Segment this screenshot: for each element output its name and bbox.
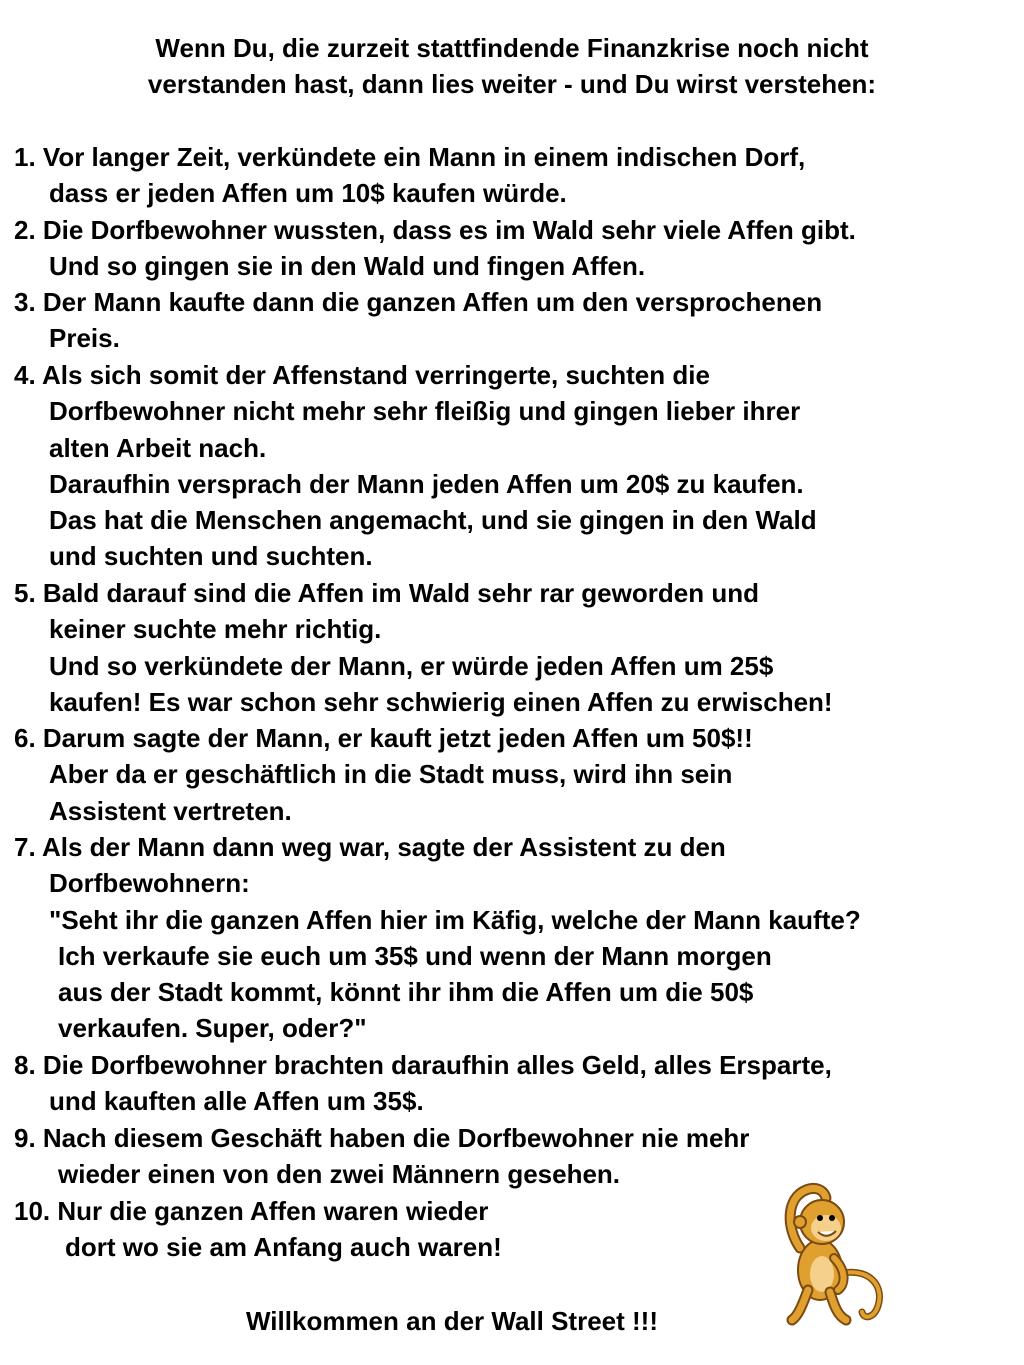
list-item-line: dass er jeden Affen um 10$ kaufen würde. [49,178,567,209]
list-item-line: dort wo sie am Anfang auch waren! [65,1232,502,1263]
list-item-line: Und so gingen sie in den Wald und fingen Affen. [49,251,646,282]
list-item-2 [14,212,856,285]
closing-line: Willkommen an der Wall Street !!! [246,1306,658,1336]
title-line-2: verstanden hast, dann lies weiter - und Du wirst verstehen: [147,69,877,99]
list-item-line: alten Arbeit nach. [49,432,267,463]
list-item-4 [14,357,817,575]
page-title [0,30,1024,102]
title-line-1: Wenn Du, die zurzeit stattfindende Finanzkrise noch nicht [155,33,869,63]
list-item-line: Daraufhin versprach der Mann jeden Affen um 20$ zu kaufen. [49,468,804,499]
list-item-line: aus der Stadt kommt, könnt ihr ihm die Affen um die 50$ [58,977,754,1008]
list-item-8 [14,1047,832,1120]
list-item-9 [14,1120,749,1193]
list-item-line: "Seht ihr die ganzen Affen hier im Käfig, welche der Mann kaufte? [49,904,861,935]
list-item-line: Assistent vertreten. [49,795,292,826]
list-item-line: 2. Die Dorfbewohner wussten, dass es im Wald sehr viele Affen gibt. [14,215,856,245]
list-item-line: und kauften alle Affen um 35$. [49,1086,424,1117]
list-item-line: 10. Nur die ganzen Affen waren wieder [14,1196,489,1226]
list-item-1 [14,139,805,212]
list-item-3 [14,284,822,357]
list-item-line: und suchten und suchten. [49,541,373,572]
list-item-line: 1. Vor langer Zeit, verkündete ein Mann in einem indischen Dorf, [14,142,806,172]
list-item-line: 4. Als sich somit der Affenstand verringerte, suchten die [14,360,710,390]
list-item-5 [14,575,833,720]
list-item-line: Das hat die Menschen angemacht, und sie gingen in den Wald [49,505,817,536]
list-item-6 [14,720,753,829]
list-item-line: verkaufen. Super, oder?" [58,1013,367,1044]
list-item-line: Ich verkaufe sie euch um 35$ und wenn der Mann morgen [58,940,772,971]
list-item-10 [14,1193,502,1266]
list-item-line: kaufen! Es war schon sehr schwierig einen Affen zu erwischen! [49,686,833,717]
list-item-line: 9. Nach diesem Geschäft haben die Dorfbewohner nie mehr [14,1123,750,1153]
list-item-7 [14,829,861,1047]
list-item-line: keiner suchte mehr richtig. [49,614,382,645]
list-item-line: Dorfbewohnern: [49,868,250,899]
list-item-line: Aber da er geschäftlich in die Stadt muss, wird ihn sein [49,759,733,790]
list-item-line: 6. Darum sagte der Mann, er kauft jetzt jeden Affen um 50$!! [14,723,753,753]
list-item-line: Preis. [49,323,120,354]
list-item-line: 3. Der Mann kaufte dann die ganzen Affen um den versprochenen [14,287,823,317]
list-item-line: 7. Als der Mann dann weg war, sagte der Assistent zu den [14,832,726,862]
list-item-line: wieder einen von den zwei Männern gesehen. [58,1159,621,1190]
list-item-line: Dorfbewohner nicht mehr sehr fleißig und gingen lieber ihrer [49,396,801,427]
list-item-line: Und so verkündete der Mann, er würde jeden Affen um 25$ [49,650,774,681]
monkey-icon [772,1178,890,1328]
list-item-line: 5. Bald darauf sind die Affen im Wald sehr rar geworden und [14,578,759,608]
list-item-line: 8. Die Dorfbewohner brachten daraufhin alles Geld, alles Ersparte, [14,1050,832,1080]
